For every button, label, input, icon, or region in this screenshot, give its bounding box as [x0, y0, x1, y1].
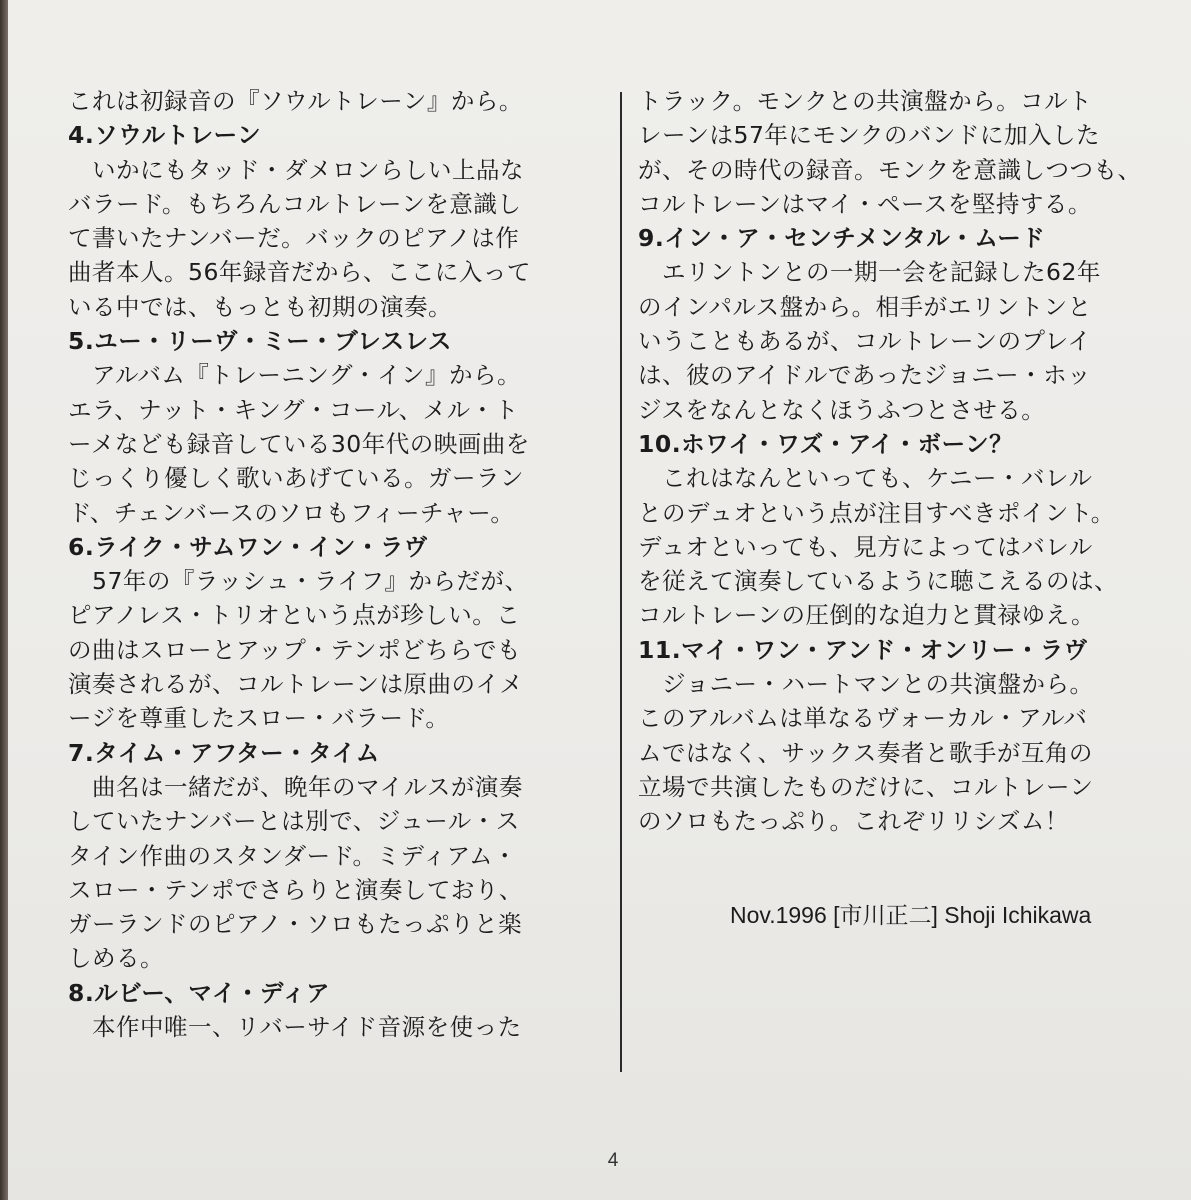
text-line: ピアノレス・トリオという点が珍しい。こ: [68, 601, 521, 630]
text-line: これはなんといっても、ケニー・バレル: [638, 464, 1093, 493]
text-line: コルトレーンの圧倒的な迫力と貫禄ゆえ。: [638, 601, 1095, 630]
text-line: いる中では、もっとも初期の演奏。: [68, 292, 452, 321]
track-heading: 11.マイ・ワン・アンド・オンリー・ラヴ: [638, 635, 1088, 664]
text-line: タイン作曲のスタンダード。ミディアム・: [68, 841, 517, 870]
text-line: ーメなども録音している30年代の映画曲を: [68, 429, 530, 458]
text-line: レーンは57年にモンクのバンドに加入した: [638, 121, 1100, 150]
author-credit: Nov.1996 [市川正二] Shoji Ichikawa: [730, 902, 1092, 928]
text-line: じっくり優しく歌いあげている。ガーラン: [68, 464, 524, 493]
text-line: これは初録音の『ソウルトレーン』から。: [68, 87, 523, 115]
text-line: このアルバムは単なるヴォーカル・アルバ: [638, 704, 1088, 733]
track-heading: 10.ホワイ・ワズ・アイ・ボーン？: [638, 429, 1014, 458]
text-line: しめる。: [68, 944, 164, 973]
track-heading: 9.イン・ア・センチメンタル・ムード: [638, 224, 1046, 253]
text-line: アルバム『トレーニング・イン』から。: [68, 361, 521, 390]
track-heading: 6.ライク・サムワン・イン・ラヴ: [68, 532, 428, 561]
text-line: 立場で共演したものだけに、コルトレーン: [638, 772, 1094, 801]
text-line: デュオといっても、見方によってはバレル: [638, 532, 1093, 561]
text-line: バラード。もちろんコルトレーンを意識し: [68, 189, 522, 218]
text-line: トラック。モンクとの共演盤から。コルト: [638, 87, 1093, 115]
page-number: 4: [607, 1150, 619, 1171]
text-line: スロー・テンポでさらりと演奏しており、: [68, 875, 523, 904]
text-line: 57年の『ラッシュ・ライフ』からだが、: [68, 567, 529, 596]
text-line: 演奏されるが、コルトレーンは原曲のイメ: [68, 670, 524, 699]
text-line: ガーランドのピアノ・ソロもたっぷりと楽: [68, 910, 523, 939]
text-line: とのデュオという点が注目すべきポイント。: [638, 498, 1115, 527]
column-divider: [620, 92, 622, 1072]
text-line: が、その時代の録音。モンクを意識しつつも、: [638, 155, 1142, 184]
text-line: いうこともあるが、コルトレーンのプレイ: [638, 327, 1092, 356]
text-line: のインパルス盤から。相手がエリントンと: [638, 292, 1092, 321]
text-line: の曲はスローとアップ・テンポどちらでも: [68, 635, 521, 664]
track-heading: 5.ユー・リーヴ・ミー・ブレスレス: [68, 327, 452, 356]
booklet-page: [8, 0, 1191, 1200]
left-text-column: [68, 84, 593, 1044]
text-line: ムではなく、サックス奏者と歌手が互角の: [638, 738, 1093, 767]
text-line: ジョニー・ハートマンとの共演盤から。: [638, 670, 1094, 699]
track-heading: 7.タイム・アフター・タイム: [68, 738, 380, 767]
text-line: ジスをなんとなくほうふつとさせる。: [638, 395, 1046, 424]
text-line: ド、チェンバースのソロもフィーチャー。: [68, 498, 515, 527]
text-line: エラ、ナット・キング・コール、メル・ト: [68, 395, 519, 424]
text-line: のソロもたっぷり。これぞリリシズム！: [638, 807, 1069, 836]
book-spine-edge: [0, 0, 8, 1200]
text-line: 曲者本人。56年録音だから、ここに入って: [68, 258, 531, 287]
text-line: していたナンバーとは別で、ジュール・ス: [68, 807, 520, 836]
text-line: コルトレーンはマイ・ペースを堅持する。: [638, 189, 1092, 218]
text-line: 曲名は一緒だが、晩年のマイルスが演奏: [68, 772, 523, 801]
track-heading: 4.ソウルトレーン: [68, 121, 262, 150]
text-line: エリントンとの一期一会を記録した62年: [638, 258, 1101, 287]
text-line: 本作中唯一、リバーサイド音源を使った: [68, 1013, 522, 1042]
track-heading: 8.ルビー、マイ・ディア: [68, 978, 331, 1007]
text-line: は、彼のアイドルであったジョニー・ホッ: [638, 361, 1092, 390]
right-text-column: [638, 84, 1158, 839]
text-line: を従えて演奏しているように聴こえるのは、: [638, 567, 1118, 596]
text-line: て書いたナンバーだ。バックのピアノは作: [68, 224, 520, 253]
text-line: いかにもタッド・ダメロンらしい上品な: [68, 155, 524, 184]
text-line: ージを尊重したスロー・バラード。: [68, 704, 450, 733]
